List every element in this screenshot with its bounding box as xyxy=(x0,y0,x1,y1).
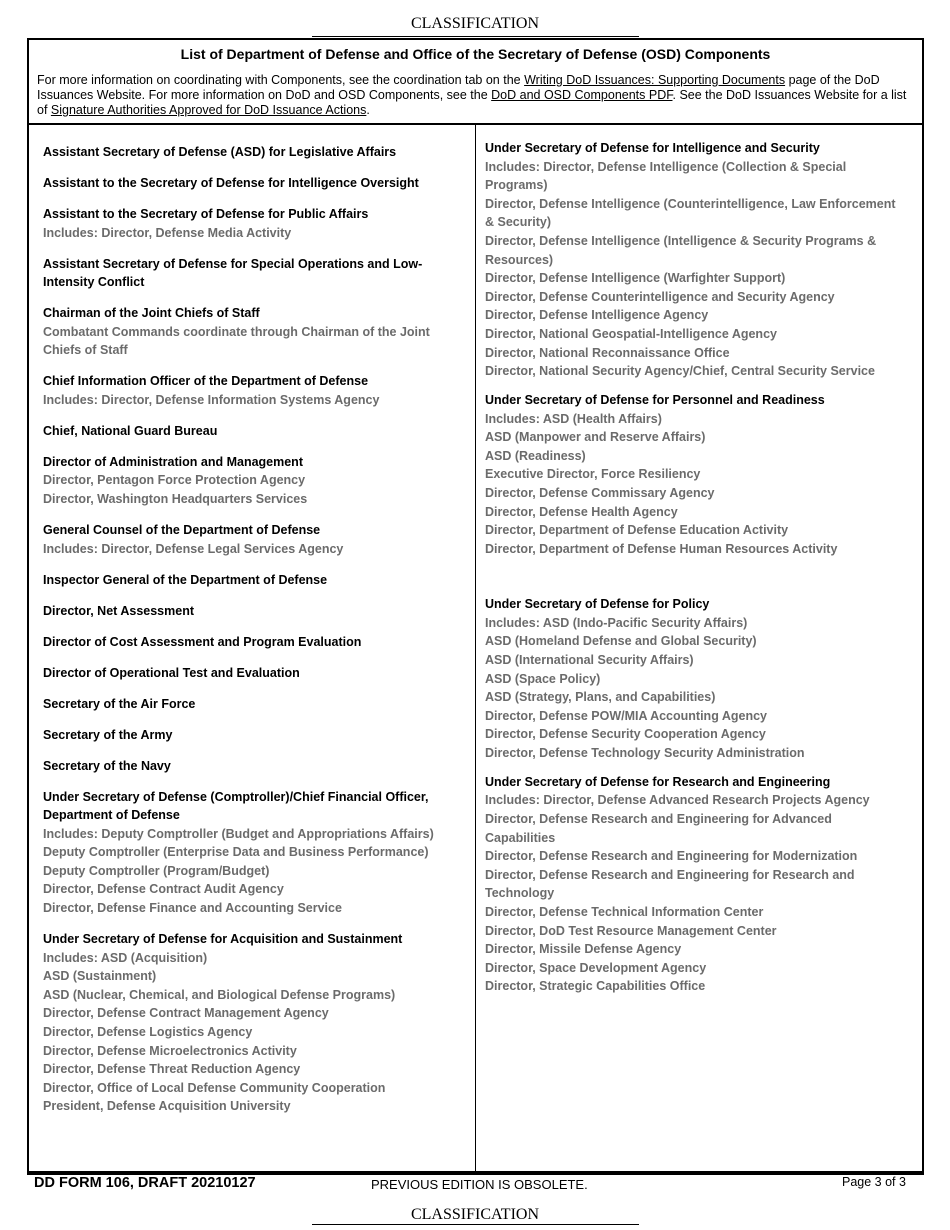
link-writing-dod-issuances[interactable]: Writing DoD Issuances: Supporting Documents xyxy=(524,73,786,87)
component-item: Executive Director, Force Resiliency xyxy=(485,467,701,482)
classification-bottom xyxy=(0,1206,950,1224)
component-heading: Under Secretary of Defense for Research and Engineering xyxy=(485,774,831,789)
info-text: page of the DoD Issuances Website. For more information on DoD and OSD Components, see the xyxy=(37,73,880,102)
component-group xyxy=(43,930,463,1116)
component-item: Includes: Director, Defense Intelligence (Collection & Special Programs) xyxy=(485,159,847,193)
component-item: Includes: Director, Defense Legal Services Agency xyxy=(43,541,344,556)
component-heading: Under Secretary of Defense (Comptroller)/Chief Financial Officer, Department of Defense xyxy=(43,789,429,823)
component-heading: Chief, National Guard Bureau xyxy=(43,423,218,438)
component-item: Director, Office of Local Defense Community Cooperation xyxy=(43,1080,386,1095)
right-component-column xyxy=(485,139,905,1008)
component-group xyxy=(43,633,463,652)
component-heading: Assistant Secretary of Defense for Special Operations and Low-Intensity Conflict xyxy=(43,256,423,290)
component-group xyxy=(43,453,463,509)
component-item: ASD (Strategy, Plans, and Capabilities) xyxy=(485,690,716,705)
component-group xyxy=(43,255,463,292)
component-item: Includes: Director, Defense Information Systems Agency xyxy=(43,392,380,407)
component-item: ASD (Readiness) xyxy=(485,448,586,463)
component-item: Director, Defense Intelligence (Counterintelligence, Law Enforcement & Security) xyxy=(485,196,896,230)
component-heading: Director of Administration and Management xyxy=(43,454,303,469)
component-heading: Under Secretary of Defense for Intelligence and Security xyxy=(485,141,820,155)
component-item: Director, Department of Defense Education Activity xyxy=(485,523,789,538)
component-item: Director, Defense Microelectronics Activity xyxy=(43,1043,297,1058)
component-item: Director, Defense Technology Security Administration xyxy=(485,745,805,760)
component-group xyxy=(485,139,905,381)
component-item: Director, Defense Contract Audit Agency xyxy=(43,882,284,897)
component-heading: Chairman of the Joint Chiefs of Staff xyxy=(43,306,260,321)
component-item: ASD (Sustainment) xyxy=(43,969,157,984)
component-group xyxy=(43,788,463,918)
component-item: Director, Pentagon Force Protection Agency xyxy=(43,473,306,488)
component-item: Director, National Geospatial-Intelligence Agency xyxy=(485,326,777,341)
classification-top xyxy=(0,15,950,33)
component-item: Deputy Comptroller (Enterprise Data and Business Performance) xyxy=(43,845,429,860)
component-item: Director, Defense Research and Engineering for Research and Technology xyxy=(485,867,855,901)
column-divider xyxy=(475,125,476,1173)
left-component-column xyxy=(43,143,463,1128)
component-item: Director, Defense Threat Reduction Agency xyxy=(43,1062,301,1077)
component-item: Director, Department of Defense Human Resources Activity xyxy=(485,541,838,556)
component-item: Director, Defense Intelligence Agency xyxy=(485,308,709,323)
component-item: Director, Defense Intelligence (Intelligence & Security Programs & Resources) xyxy=(485,233,877,267)
component-group xyxy=(43,695,463,714)
component-group xyxy=(485,391,905,558)
component-item: Director, Defense Health Agency xyxy=(485,504,678,519)
component-heading: General Counsel of the Department of Defense xyxy=(43,523,321,538)
component-heading: Director of Cost Assessment and Program Evaluation xyxy=(43,634,362,649)
component-item: Director, Defense Commissary Agency xyxy=(485,486,715,501)
component-item: Combatant Commands coordinate through Chairman of the Joint Chiefs of Staff xyxy=(43,324,430,358)
component-item: Director, Defense Research and Engineering for Advanced Capabilities xyxy=(485,812,832,845)
link-dod-osd-components-pdf[interactable]: DoD and OSD Components PDF xyxy=(491,88,673,102)
component-item: Director, Space Development Agency xyxy=(485,960,707,975)
component-item: Deputy Comptroller (Program/Budget) xyxy=(43,863,270,878)
component-heading: Chief Information Officer of the Department of Defense xyxy=(43,374,369,389)
component-group xyxy=(43,726,463,745)
component-item: Includes: ASD (Health Affairs) xyxy=(485,411,662,426)
component-item: President, Defense Acquisition University xyxy=(43,1099,291,1114)
component-heading: Director of Operational Test and Evaluation xyxy=(43,665,300,680)
component-group xyxy=(43,757,463,776)
frame-bottom-border xyxy=(27,1171,924,1174)
component-heading: Secretary of the Air Force xyxy=(43,696,196,711)
component-group xyxy=(43,571,463,590)
component-item: Director, Defense Finance and Accounting Service xyxy=(43,901,342,916)
info-text: . xyxy=(366,103,370,117)
component-heading: Secretary of the Navy xyxy=(43,758,171,773)
component-item: Director, Defense Security Cooperation Agency xyxy=(485,727,766,742)
component-heading: Secretary of the Army xyxy=(43,727,173,742)
component-group xyxy=(43,372,463,409)
component-item: Director, DoD Test Resource Management Center xyxy=(485,923,777,938)
component-item: Director, Defense Research and Engineering for Modernization xyxy=(485,849,858,864)
component-group xyxy=(485,595,905,762)
component-item: Director, Missile Defense Agency xyxy=(485,942,682,957)
classification-underline xyxy=(312,1224,639,1225)
component-heading: Under Secretary of Defense for Policy xyxy=(485,597,710,612)
component-group xyxy=(43,174,463,193)
component-item: Director, Strategic Capabilities Office xyxy=(485,979,706,994)
component-item: ASD (Homeland Defense and Global Security) xyxy=(485,634,757,649)
component-item: Director, National Reconnaissance Office xyxy=(485,345,730,360)
component-group xyxy=(43,664,463,683)
info-text: . See the DoD Issuances Website for a list of xyxy=(37,88,907,117)
component-item: Director, Defense Counterintelligence and Security Agency xyxy=(485,289,835,304)
header-info-paragraph xyxy=(37,73,915,118)
component-group xyxy=(485,773,905,996)
component-group xyxy=(43,205,463,242)
component-item: Director, Defense Intelligence (Warfighter Support) xyxy=(485,271,786,286)
component-heading: Under Secretary of Defense for Acquisition and Sustainment xyxy=(43,932,403,947)
component-item: ASD (Space Policy) xyxy=(485,671,601,686)
component-heading: Assistant to the Secretary of Defense for Public Affairs xyxy=(43,206,369,221)
component-heading: Assistant Secretary of Defense (ASD) for Legislative Affairs xyxy=(43,145,397,159)
component-item: ASD (Nuclear, Chemical, and Biological Defense Programs) xyxy=(43,987,396,1002)
component-item: Director, Defense Contract Management Agency xyxy=(43,1006,329,1021)
component-group xyxy=(43,602,463,621)
link-signature-authorities[interactable]: Signature Authorities Approved for DoD Issuance Actions xyxy=(50,103,367,117)
classification-underline xyxy=(312,36,639,37)
component-heading: Under Secretary of Defense for Personnel and Readiness xyxy=(485,393,825,408)
classification-label: CLASSIFICATION xyxy=(410,15,539,32)
classification-label: CLASSIFICATION xyxy=(410,1206,539,1223)
component-group xyxy=(43,143,463,162)
component-item: Director, Defense POW/MIA Accounting Agency xyxy=(485,708,767,723)
info-text: For more information on coordinating with Components, see the coordination tab on the xyxy=(37,73,525,87)
component-item: Includes: Director, Defense Advanced Research Projects Agency xyxy=(485,793,870,808)
form-number: DD FORM 106, DRAFT 20210127 xyxy=(34,1175,256,1191)
previous-edition-notice: PREVIOUS EDITION IS OBSOLETE. xyxy=(371,1177,588,1192)
component-heading: Assistant to the Secretary of Defense for Intelligence Oversight xyxy=(43,175,419,190)
component-item: Director, Defense Technical Information Center xyxy=(485,905,764,920)
component-item: ASD (International Security Affairs) xyxy=(485,652,694,667)
component-item: ASD (Manpower and Reserve Affairs) xyxy=(485,430,706,445)
component-item: Director, National Security Agency/Chief, Central Security Service xyxy=(485,364,875,379)
component-heading: Director, Net Assessment xyxy=(43,603,194,618)
component-group xyxy=(43,521,463,558)
component-item: Includes: ASD (Indo-Pacific Security Affairs) xyxy=(485,615,748,630)
component-group xyxy=(43,304,463,360)
component-group xyxy=(43,422,463,441)
component-item: Includes: Deputy Comptroller (Budget and Appropriations Affairs) xyxy=(43,826,434,841)
form-frame xyxy=(27,38,924,1175)
component-item: Includes: Director, Defense Media Activity xyxy=(43,225,292,240)
component-item: Director, Defense Logistics Agency xyxy=(43,1025,253,1040)
form-title: List of Department of Defense and Office of the Secretary of Defense (OSD) Components xyxy=(180,46,771,62)
component-heading: Inspector General of the Department of Defense xyxy=(43,572,328,587)
component-item: Director, Washington Headquarters Services xyxy=(43,492,308,507)
page-number: Page 3 of 3 xyxy=(842,1175,906,1189)
component-item: Includes: ASD (Acquisition) xyxy=(43,950,208,965)
